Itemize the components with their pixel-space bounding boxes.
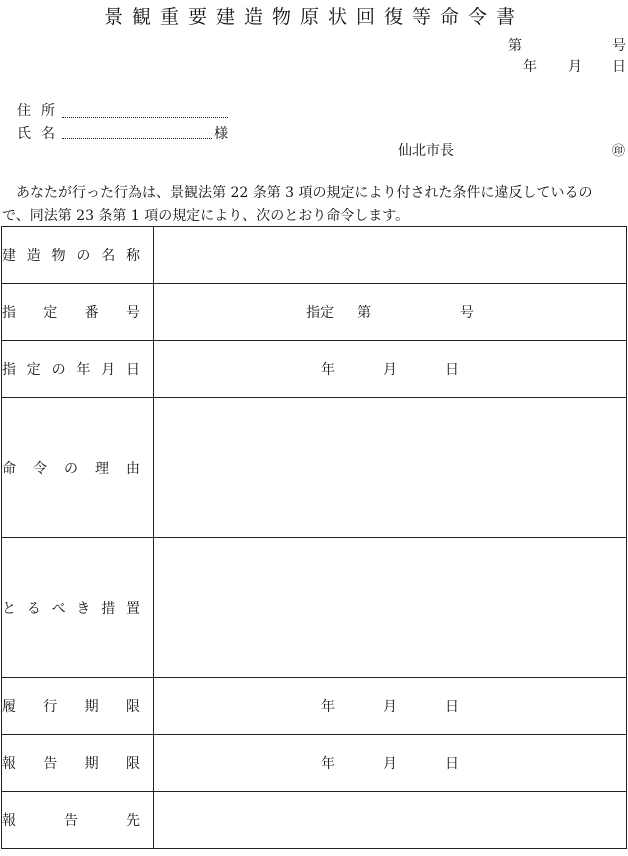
address-label: 住所 [17,103,65,119]
designation-date-month: 月 [383,362,397,378]
report-deadline-month: 月 [383,756,397,772]
name-label: 氏名 [17,126,65,142]
performance-deadline-month: 月 [383,699,397,715]
issue-date-year: 年 [523,59,537,75]
table-row [2,735,627,792]
report-deadline-day: 日 [445,756,459,772]
document-number-suffix: 号 [612,38,626,54]
order-table [1,226,627,849]
performance-deadline-field[interactable] [154,678,627,735]
table-row [2,792,627,849]
address-field[interactable] [62,117,228,118]
row-label-required-measures: とるべき措置 [2,600,140,617]
designation-date-year: 年 [321,362,335,378]
order-body-line-2: で、同法第 23 条第 1 項の規定により、次のとおり命令します。 [2,208,410,224]
designation-date-field[interactable] [154,341,627,398]
row-label-designation-number: 指定番号 [2,305,140,321]
row-label-report-deadline: 報告期限 [2,756,140,772]
building-name-field[interactable] [154,227,627,284]
issue-date-month: 月 [568,59,582,75]
table-row [2,538,627,678]
issuer-name: 仙北市長 [398,143,454,159]
issue-date-day: 日 [612,59,626,75]
designation-date-day: 日 [445,362,459,378]
row-label-building-name: 建造物の名称 [2,248,140,264]
performance-deadline-day: 日 [445,699,459,715]
order-body-line-1: あなたが行った行為は、景観法第 22 条第 3 項の規定により付された条件に違反しているの [16,185,593,201]
table-row [2,341,627,398]
designation-number-field[interactable] [154,284,627,341]
table-row [2,398,627,538]
name-field[interactable] [62,138,212,139]
honorific: 様 [214,126,228,142]
document-number-prefix: 第 [508,38,522,54]
table-row [2,227,627,284]
row-label-designation-date: 指定の年月日 [2,362,140,378]
performance-deadline-year: 年 [321,699,335,715]
designation-dai: 第 [357,305,371,321]
order-reason-field[interactable] [154,398,627,538]
designation-go: 号 [459,305,474,321]
row-label-order-reason: 命令の理由 [2,460,140,477]
table-row [2,678,627,735]
report-deadline-field[interactable] [154,735,627,792]
row-label-performance-deadline: 履行期限 [2,699,140,715]
required-measures-field[interactable] [154,538,627,678]
document-title: 景観重要建造物原状回復等命令書 [103,6,524,28]
order-body [0,182,628,228]
seal-mark: ㊞ [612,144,626,159]
row-label-report-destination: 報告先 [2,813,140,829]
designation-prefix: 指定 [306,305,335,321]
report-destination-field[interactable] [154,792,627,849]
report-deadline-year: 年 [321,756,335,772]
table-row [2,284,627,341]
